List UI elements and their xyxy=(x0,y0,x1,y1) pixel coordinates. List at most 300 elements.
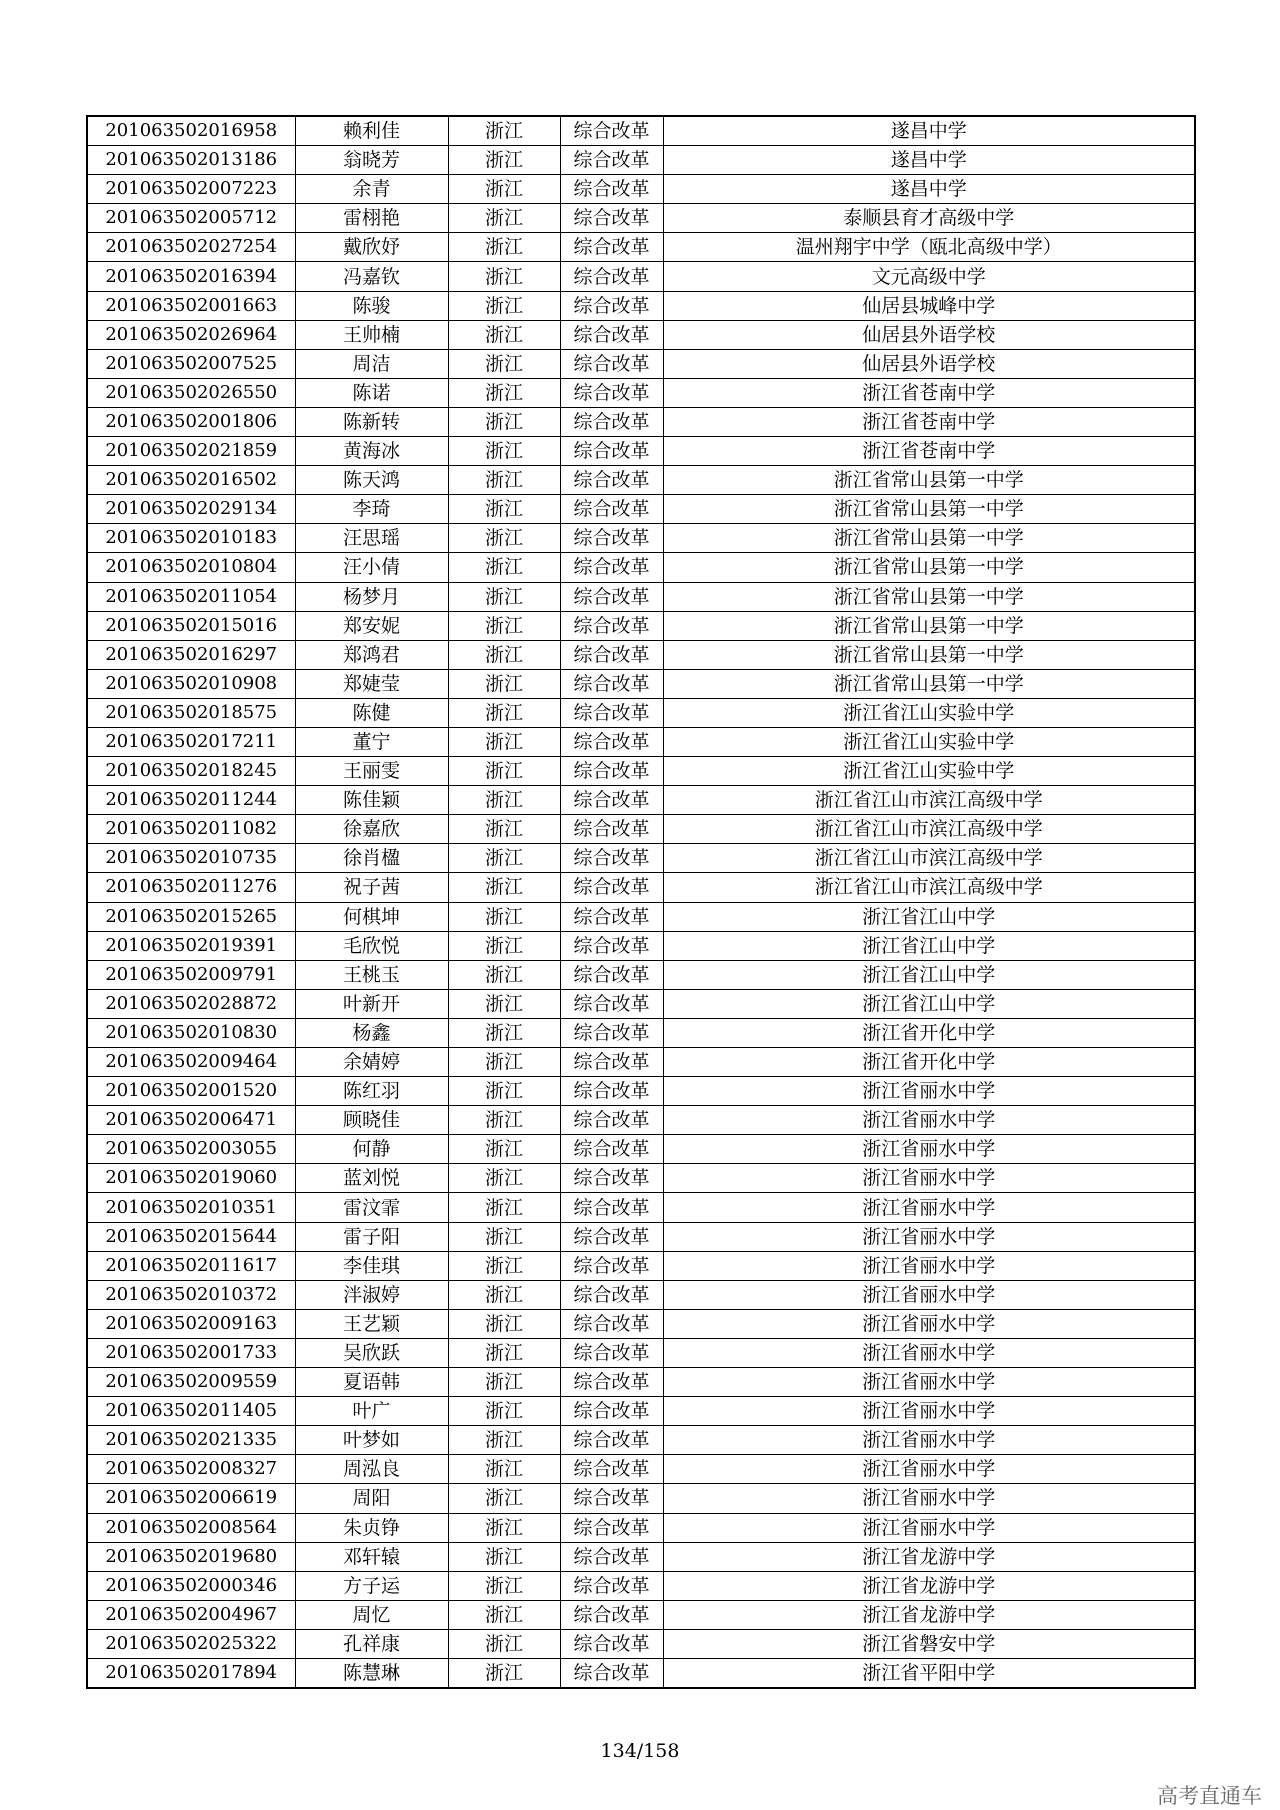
province-cell: 浙江 xyxy=(448,1455,560,1484)
province-cell: 浙江 xyxy=(448,1513,560,1542)
category-cell: 综合改革 xyxy=(560,844,663,873)
school-cell: 浙江省常山县第一中学 xyxy=(663,524,1195,553)
table-row xyxy=(87,1542,1195,1571)
table-body xyxy=(87,116,1195,1688)
exam-id-cell: 201063502016958 xyxy=(87,116,295,146)
table-row xyxy=(87,1629,1195,1658)
school-cell: 浙江省丽水中学 xyxy=(663,1368,1195,1397)
category-cell: 综合改革 xyxy=(560,1164,663,1193)
exam-id-cell: 201063502010735 xyxy=(87,844,295,873)
name-cell: 陈健 xyxy=(295,698,448,727)
category-cell: 综合改革 xyxy=(560,1280,663,1309)
category-cell: 综合改革 xyxy=(560,902,663,931)
school-cell: 浙江省龙游中学 xyxy=(663,1600,1195,1629)
table-row xyxy=(87,524,1195,553)
exam-id-cell: 201063502025322 xyxy=(87,1629,295,1658)
province-cell: 浙江 xyxy=(448,931,560,960)
name-cell: 方子运 xyxy=(295,1571,448,1600)
province-cell: 浙江 xyxy=(448,1338,560,1367)
school-cell: 浙江省江山中学 xyxy=(663,931,1195,960)
name-cell: 泮淑婷 xyxy=(295,1280,448,1309)
province-cell: 浙江 xyxy=(448,1397,560,1426)
table-row xyxy=(87,1222,1195,1251)
province-cell: 浙江 xyxy=(448,1077,560,1106)
name-cell: 祝子茜 xyxy=(295,873,448,902)
table-row xyxy=(87,291,1195,320)
name-cell: 朱贞铮 xyxy=(295,1513,448,1542)
province-cell: 浙江 xyxy=(448,524,560,553)
table-row xyxy=(87,437,1195,466)
province-cell: 浙江 xyxy=(448,1135,560,1164)
school-cell: 浙江省丽水中学 xyxy=(663,1251,1195,1280)
exam-id-cell: 201063502017211 xyxy=(87,727,295,756)
exam-id-cell: 201063502004967 xyxy=(87,1600,295,1629)
table-row xyxy=(87,1280,1195,1309)
province-cell: 浙江 xyxy=(448,378,560,407)
province-cell: 浙江 xyxy=(448,815,560,844)
category-cell: 综合改革 xyxy=(560,233,663,262)
category-cell: 综合改革 xyxy=(560,757,663,786)
name-cell: 戴欣妤 xyxy=(295,233,448,262)
name-cell: 叶广 xyxy=(295,1397,448,1426)
name-cell: 孔祥康 xyxy=(295,1629,448,1658)
exam-id-cell: 201063502010908 xyxy=(87,669,295,698)
category-cell: 综合改革 xyxy=(560,437,663,466)
table-row xyxy=(87,815,1195,844)
table-row xyxy=(87,931,1195,960)
table-row xyxy=(87,1077,1195,1106)
exam-id-cell: 201063502009464 xyxy=(87,1048,295,1077)
category-cell: 综合改革 xyxy=(560,669,663,698)
name-cell: 周洁 xyxy=(295,349,448,378)
name-cell: 叶梦如 xyxy=(295,1426,448,1455)
category-cell: 综合改革 xyxy=(560,1658,663,1688)
exam-id-cell: 201063502009163 xyxy=(87,1309,295,1338)
table-row xyxy=(87,175,1195,204)
school-cell: 文元高级中学 xyxy=(663,262,1195,291)
table-row xyxy=(87,262,1195,291)
province-cell: 浙江 xyxy=(448,1048,560,1077)
school-cell: 浙江省常山县第一中学 xyxy=(663,582,1195,611)
school-cell: 浙江省平阳中学 xyxy=(663,1658,1195,1688)
school-cell: 浙江省常山县第一中学 xyxy=(663,640,1195,669)
category-cell: 综合改革 xyxy=(560,1338,663,1367)
category-cell: 综合改革 xyxy=(560,1629,663,1658)
name-cell: 李琦 xyxy=(295,495,448,524)
school-cell: 浙江省丽水中学 xyxy=(663,1426,1195,1455)
name-cell: 周阳 xyxy=(295,1484,448,1513)
exam-id-cell: 201063502000346 xyxy=(87,1571,295,1600)
exam-id-cell: 201063502008564 xyxy=(87,1513,295,1542)
province-cell: 浙江 xyxy=(448,960,560,989)
province-cell: 浙江 xyxy=(448,1484,560,1513)
name-cell: 郑鸿君 xyxy=(295,640,448,669)
school-cell: 浙江省江山中学 xyxy=(663,902,1195,931)
table-row xyxy=(87,727,1195,756)
province-cell: 浙江 xyxy=(448,553,560,582)
table-row xyxy=(87,669,1195,698)
exam-id-cell: 201063502026964 xyxy=(87,320,295,349)
category-cell: 综合改革 xyxy=(560,1484,663,1513)
table-row xyxy=(87,553,1195,582)
exam-id-cell: 201063502011082 xyxy=(87,815,295,844)
exam-id-cell: 201063502011405 xyxy=(87,1397,295,1426)
province-cell: 浙江 xyxy=(448,1251,560,1280)
school-cell: 温州翔宇中学（瓯北高级中学） xyxy=(663,233,1195,262)
category-cell: 综合改革 xyxy=(560,407,663,436)
province-cell: 浙江 xyxy=(448,407,560,436)
exam-id-cell: 201063502010183 xyxy=(87,524,295,553)
category-cell: 综合改革 xyxy=(560,175,663,204)
province-cell: 浙江 xyxy=(448,1280,560,1309)
name-cell: 杨梦月 xyxy=(295,582,448,611)
name-cell: 周泓良 xyxy=(295,1455,448,1484)
name-cell: 吴欣跃 xyxy=(295,1338,448,1367)
exam-id-cell: 201063502015016 xyxy=(87,611,295,640)
name-cell: 余婧婷 xyxy=(295,1048,448,1077)
exam-id-cell: 201063502010830 xyxy=(87,1018,295,1047)
school-cell: 遂昌中学 xyxy=(663,116,1195,146)
category-cell: 综合改革 xyxy=(560,495,663,524)
table-row xyxy=(87,698,1195,727)
table-row xyxy=(87,1018,1195,1047)
exam-id-cell: 201063502016394 xyxy=(87,262,295,291)
school-cell: 浙江省丽水中学 xyxy=(663,1338,1195,1367)
category-cell: 综合改革 xyxy=(560,378,663,407)
province-cell: 浙江 xyxy=(448,1629,560,1658)
exam-id-cell: 201063502029134 xyxy=(87,495,295,524)
province-cell: 浙江 xyxy=(448,233,560,262)
exam-id-cell: 201063502028872 xyxy=(87,989,295,1018)
table-row xyxy=(87,466,1195,495)
province-cell: 浙江 xyxy=(448,1309,560,1338)
category-cell: 综合改革 xyxy=(560,320,663,349)
province-cell: 浙江 xyxy=(448,1368,560,1397)
exam-id-cell: 201063502019680 xyxy=(87,1542,295,1571)
category-cell: 综合改革 xyxy=(560,1571,663,1600)
watermark-text: 高考直通车 xyxy=(1157,1784,1262,1808)
province-cell: 浙江 xyxy=(448,873,560,902)
exam-id-cell: 201063502006471 xyxy=(87,1106,295,1135)
exam-id-cell: 201063502008327 xyxy=(87,1455,295,1484)
category-cell: 综合改革 xyxy=(560,1600,663,1629)
category-cell: 综合改革 xyxy=(560,1542,663,1571)
province-cell: 浙江 xyxy=(448,1542,560,1571)
school-cell: 浙江省丽水中学 xyxy=(663,1077,1195,1106)
school-cell: 浙江省常山县第一中学 xyxy=(663,669,1195,698)
table-row xyxy=(87,640,1195,669)
category-cell: 综合改革 xyxy=(560,1018,663,1047)
province-cell: 浙江 xyxy=(448,175,560,204)
school-cell: 浙江省丽水中学 xyxy=(663,1455,1195,1484)
name-cell: 赖利佳 xyxy=(295,116,448,146)
exam-id-cell: 201063502021859 xyxy=(87,437,295,466)
category-cell: 综合改革 xyxy=(560,146,663,175)
category-cell: 综合改革 xyxy=(560,116,663,146)
school-cell: 仙居县外语学校 xyxy=(663,320,1195,349)
table-row xyxy=(87,495,1195,524)
name-cell: 董宁 xyxy=(295,727,448,756)
name-cell: 陈天鸿 xyxy=(295,466,448,495)
school-cell: 浙江省江山市滨江高级中学 xyxy=(663,873,1195,902)
table-row xyxy=(87,1164,1195,1193)
school-cell: 浙江省丽水中学 xyxy=(663,1135,1195,1164)
exam-id-cell: 201063502018575 xyxy=(87,698,295,727)
name-cell: 陈诺 xyxy=(295,378,448,407)
category-cell: 综合改革 xyxy=(560,931,663,960)
province-cell: 浙江 xyxy=(448,1222,560,1251)
name-cell: 郑安妮 xyxy=(295,611,448,640)
exam-id-cell: 201063502007223 xyxy=(87,175,295,204)
school-cell: 浙江省江山中学 xyxy=(663,989,1195,1018)
name-cell: 何静 xyxy=(295,1135,448,1164)
category-cell: 综合改革 xyxy=(560,1193,663,1222)
category-cell: 综合改革 xyxy=(560,1222,663,1251)
name-cell: 何棋坤 xyxy=(295,902,448,931)
category-cell: 综合改革 xyxy=(560,524,663,553)
school-cell: 浙江省江山市滨江高级中学 xyxy=(663,786,1195,815)
name-cell: 雷栩艳 xyxy=(295,204,448,233)
province-cell: 浙江 xyxy=(448,262,560,291)
school-cell: 浙江省苍南中学 xyxy=(663,407,1195,436)
school-cell: 浙江省开化中学 xyxy=(663,1048,1195,1077)
category-cell: 综合改革 xyxy=(560,1251,663,1280)
table-row xyxy=(87,1397,1195,1426)
category-cell: 综合改革 xyxy=(560,873,663,902)
name-cell: 徐嘉欣 xyxy=(295,815,448,844)
name-cell: 陈骏 xyxy=(295,291,448,320)
school-cell: 浙江省苍南中学 xyxy=(663,437,1195,466)
name-cell: 雷汶霏 xyxy=(295,1193,448,1222)
school-cell: 浙江省江山实验中学 xyxy=(663,757,1195,786)
school-cell: 遂昌中学 xyxy=(663,146,1195,175)
province-cell: 浙江 xyxy=(448,989,560,1018)
province-cell: 浙江 xyxy=(448,291,560,320)
table-row xyxy=(87,786,1195,815)
exam-id-cell: 201063502016297 xyxy=(87,640,295,669)
exam-id-cell: 201063502007525 xyxy=(87,349,295,378)
province-cell: 浙江 xyxy=(448,1193,560,1222)
school-cell: 仙居县城峰中学 xyxy=(663,291,1195,320)
exam-id-cell: 201063502005712 xyxy=(87,204,295,233)
category-cell: 综合改革 xyxy=(560,466,663,495)
province-cell: 浙江 xyxy=(448,1164,560,1193)
table-row xyxy=(87,902,1195,931)
category-cell: 综合改革 xyxy=(560,611,663,640)
table-row xyxy=(87,1658,1195,1688)
table-row xyxy=(87,873,1195,902)
name-cell: 汪思瑶 xyxy=(295,524,448,553)
category-cell: 综合改革 xyxy=(560,1426,663,1455)
province-cell: 浙江 xyxy=(448,669,560,698)
province-cell: 浙江 xyxy=(448,320,560,349)
exam-id-cell: 201063502027254 xyxy=(87,233,295,262)
table-row xyxy=(87,1368,1195,1397)
table-row xyxy=(87,757,1195,786)
table-row xyxy=(87,582,1195,611)
school-cell: 浙江省丽水中学 xyxy=(663,1164,1195,1193)
exam-id-cell: 201063502006619 xyxy=(87,1484,295,1513)
category-cell: 综合改革 xyxy=(560,786,663,815)
table-row xyxy=(87,146,1195,175)
table-row xyxy=(87,378,1195,407)
table-row xyxy=(87,1513,1195,1542)
table-row xyxy=(87,116,1195,146)
name-cell: 郑婕莹 xyxy=(295,669,448,698)
exam-id-cell: 201063502018245 xyxy=(87,757,295,786)
table-row xyxy=(87,1309,1195,1338)
name-cell: 李佳琪 xyxy=(295,1251,448,1280)
province-cell: 浙江 xyxy=(448,1106,560,1135)
table-row xyxy=(87,349,1195,378)
table-row xyxy=(87,1193,1195,1222)
school-cell: 浙江省丽水中学 xyxy=(663,1106,1195,1135)
table-row xyxy=(87,1106,1195,1135)
name-cell: 冯嘉钦 xyxy=(295,262,448,291)
category-cell: 综合改革 xyxy=(560,291,663,320)
exam-id-cell: 201063502013186 xyxy=(87,146,295,175)
exam-id-cell: 201063502026550 xyxy=(87,378,295,407)
school-cell: 浙江省丽水中学 xyxy=(663,1484,1195,1513)
school-cell: 浙江省丽水中学 xyxy=(663,1222,1195,1251)
table-row xyxy=(87,1135,1195,1164)
category-cell: 综合改革 xyxy=(560,1513,663,1542)
exam-id-cell: 201063502019060 xyxy=(87,1164,295,1193)
province-cell: 浙江 xyxy=(448,640,560,669)
category-cell: 综合改革 xyxy=(560,1106,663,1135)
name-cell: 陈新转 xyxy=(295,407,448,436)
name-cell: 蓝刘悦 xyxy=(295,1164,448,1193)
school-cell: 遂昌中学 xyxy=(663,175,1195,204)
category-cell: 综合改革 xyxy=(560,582,663,611)
category-cell: 综合改革 xyxy=(560,1368,663,1397)
table-row xyxy=(87,960,1195,989)
table-row xyxy=(87,1426,1195,1455)
province-cell: 浙江 xyxy=(448,582,560,611)
school-cell: 浙江省常山县第一中学 xyxy=(663,495,1195,524)
category-cell: 综合改革 xyxy=(560,1397,663,1426)
province-cell: 浙江 xyxy=(448,1018,560,1047)
table-row xyxy=(87,1048,1195,1077)
exam-id-cell: 201063502021335 xyxy=(87,1426,295,1455)
name-cell: 徐肖楹 xyxy=(295,844,448,873)
province-cell: 浙江 xyxy=(448,698,560,727)
exam-id-cell: 201063502010372 xyxy=(87,1280,295,1309)
exam-id-cell: 201063502016502 xyxy=(87,466,295,495)
name-cell: 毛欣悦 xyxy=(295,931,448,960)
school-cell: 浙江省苍南中学 xyxy=(663,378,1195,407)
category-cell: 综合改革 xyxy=(560,1455,663,1484)
exam-id-cell: 201063502001733 xyxy=(87,1338,295,1367)
category-cell: 综合改革 xyxy=(560,698,663,727)
table-row xyxy=(87,407,1195,436)
category-cell: 综合改革 xyxy=(560,960,663,989)
table-row xyxy=(87,1338,1195,1367)
school-cell: 浙江省常山县第一中学 xyxy=(663,466,1195,495)
category-cell: 综合改革 xyxy=(560,204,663,233)
name-cell: 翁晓芳 xyxy=(295,146,448,175)
name-cell: 王帅楠 xyxy=(295,320,448,349)
name-cell: 周忆 xyxy=(295,1600,448,1629)
name-cell: 陈佳颖 xyxy=(295,786,448,815)
province-cell: 浙江 xyxy=(448,1658,560,1688)
exam-id-cell: 201063502011054 xyxy=(87,582,295,611)
exam-id-cell: 201063502010804 xyxy=(87,553,295,582)
name-cell: 王丽雯 xyxy=(295,757,448,786)
table-row xyxy=(87,1484,1195,1513)
school-cell: 浙江省丽水中学 xyxy=(663,1280,1195,1309)
school-cell: 浙江省丽水中学 xyxy=(663,1309,1195,1338)
province-cell: 浙江 xyxy=(448,349,560,378)
name-cell: 顾晓佳 xyxy=(295,1106,448,1135)
exam-id-cell: 201063502003055 xyxy=(87,1135,295,1164)
school-cell: 浙江省磐安中学 xyxy=(663,1629,1195,1658)
name-cell: 王桃玉 xyxy=(295,960,448,989)
province-cell: 浙江 xyxy=(448,844,560,873)
exam-id-cell: 201063502011276 xyxy=(87,873,295,902)
page-number: 134/158 xyxy=(600,1740,680,1762)
province-cell: 浙江 xyxy=(448,204,560,233)
school-cell: 浙江省江山中学 xyxy=(663,960,1195,989)
exam-id-cell: 201063502019391 xyxy=(87,931,295,960)
province-cell: 浙江 xyxy=(448,902,560,931)
exam-id-cell: 201063502015644 xyxy=(87,1222,295,1251)
school-cell: 浙江省常山县第一中学 xyxy=(663,611,1195,640)
province-cell: 浙江 xyxy=(448,757,560,786)
name-cell: 王艺颖 xyxy=(295,1309,448,1338)
province-cell: 浙江 xyxy=(448,1600,560,1629)
exam-id-cell: 201063502017894 xyxy=(87,1658,295,1688)
province-cell: 浙江 xyxy=(448,146,560,175)
table-row xyxy=(87,1455,1195,1484)
exam-id-cell: 201063502015265 xyxy=(87,902,295,931)
name-cell: 黄海冰 xyxy=(295,437,448,466)
category-cell: 综合改革 xyxy=(560,1077,663,1106)
province-cell: 浙江 xyxy=(448,116,560,146)
school-cell: 浙江省丽水中学 xyxy=(663,1513,1195,1542)
school-cell: 浙江省江山市滨江高级中学 xyxy=(663,844,1195,873)
name-cell: 邓轩辕 xyxy=(295,1542,448,1571)
exam-id-cell: 201063502010351 xyxy=(87,1193,295,1222)
province-cell: 浙江 xyxy=(448,466,560,495)
school-cell: 浙江省江山实验中学 xyxy=(663,727,1195,756)
category-cell: 综合改革 xyxy=(560,349,663,378)
category-cell: 综合改革 xyxy=(560,262,663,291)
table-row xyxy=(87,1251,1195,1280)
school-cell: 浙江省江山实验中学 xyxy=(663,698,1195,727)
table-row xyxy=(87,1600,1195,1629)
school-cell: 浙江省江山市滨江高级中学 xyxy=(663,815,1195,844)
school-cell: 浙江省丽水中学 xyxy=(663,1397,1195,1426)
category-cell: 综合改革 xyxy=(560,1309,663,1338)
category-cell: 综合改革 xyxy=(560,989,663,1018)
province-cell: 浙江 xyxy=(448,1426,560,1455)
table-row xyxy=(87,233,1195,262)
table-row xyxy=(87,204,1195,233)
exam-id-cell: 201063502009791 xyxy=(87,960,295,989)
name-cell: 叶新开 xyxy=(295,989,448,1018)
category-cell: 综合改革 xyxy=(560,1135,663,1164)
table-row xyxy=(87,320,1195,349)
exam-id-cell: 201063502001520 xyxy=(87,1077,295,1106)
province-cell: 浙江 xyxy=(448,1571,560,1600)
school-cell: 浙江省常山县第一中学 xyxy=(663,553,1195,582)
name-cell: 夏语韩 xyxy=(295,1368,448,1397)
school-cell: 浙江省龙游中学 xyxy=(663,1571,1195,1600)
category-cell: 综合改革 xyxy=(560,553,663,582)
school-cell: 浙江省丽水中学 xyxy=(663,1193,1195,1222)
table-row xyxy=(87,989,1195,1018)
